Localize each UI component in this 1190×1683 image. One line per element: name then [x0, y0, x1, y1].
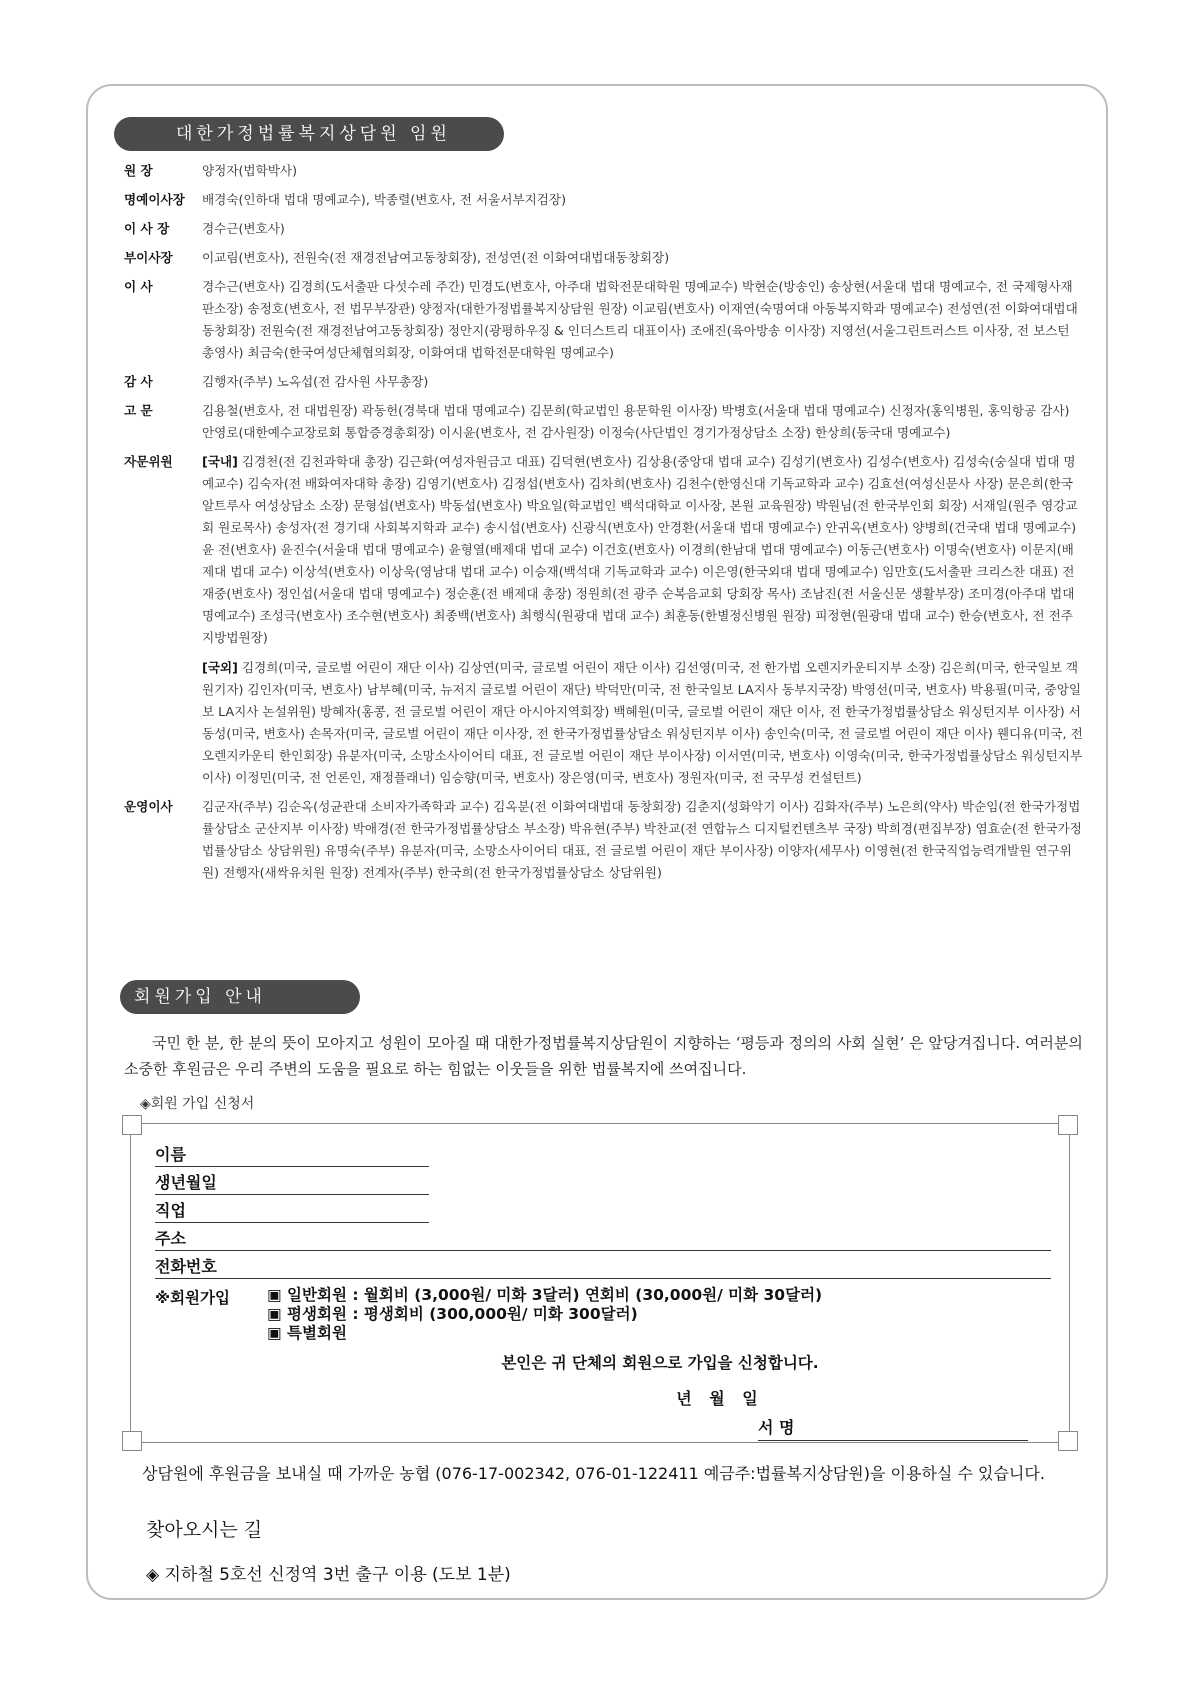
officer-role-row	[124, 796, 1084, 884]
membership-type-label: ※회원가입	[155, 1289, 230, 1307]
membership-intro: 국민 한 분, 한 분의 뜻이 모아지고 성원이 모아질 때 대한가정법률복지상담원이 지향하는 ‘평등과 정의의 사회 실현’ 은 앞당겨집니다. 여러분의 소중한 후원금은 우리 주변의 도움을 필요로 하는 힘없는 이웃들을 위한 법률복지에 쓰여집니다.	[124, 1034, 1083, 1078]
members-text: 김행자(주부) 노옥섭(전 감사원 사무총장)	[202, 374, 429, 389]
members-text: 김경천(전 김천과학대 총장) 김근화(여성자원금고 대표) 김덕현(변호사) 김상용(중앙대 법대 교수) 김성기(변호사) 김성수(변호사) 김성숙(숭실대 법대 명예교수) 김숙자(전 배화여자대학 총장) 김영기(변호사) 김정섭(변호사) 김차희(변호사) 김천수(한영신대 기독교학과 교수) 김효선(여성신문사 사장) 문은희(한국 알트루사 여성상담소 소장) 문형섭(변호사) 박동섭(변호사) 박요일(학교법인 백석대학교 이사장, 본원 교육원장) 박원님(전 한국부인회 회장) 서재일(원주 영강교회 원로목사) 송성자(전 경기대 사회복지학과 교수) 송시섭(변호사) 신광식(변호사) 안경환(서울대 법대 명예교수) 안귀옥(변호사) 양병희(건국대 법대 명예교수) 윤 전(변호사) 윤진수(서울대 법대 명예교수) 윤형열(배제대 법대 교수) 이건호(변호사) 이경희(한남대 법대 명예교수) 이동근(변호사) 이명숙(변호사) 이문지(배제대 법대 교수) 이상석(변호사) 이상욱(영남대 법대 교수) 이승재(백석대 기독교학과 교수) 이은영(한국외대 법대 명예교수) 임만호(도서출판 크리스찬 대표) 전재중(변호사) 정인섭(서울대 법대 명예교수) 정순훈(전 배제대 총장) 정원희(전 광주 순복음교회 당회장 목사) 조남진(전 서울신문 생활부장) 조미경(아주대 법대 명예교수) 조성극(변호사) 조수현(변호사) 최종백(변호사) 최행식(원광대 법대 교수) 최훈동(한별정신병원 원장) 피정현(원광대 법대 교수) 한승(변호사, 전 전주지방법원장)	[202, 454, 1078, 645]
officer-role-row	[124, 276, 1084, 364]
birthdate-field[interactable]: 생년월일	[155, 1166, 429, 1195]
role-members	[202, 189, 1084, 211]
overseas-label: [국외]	[202, 660, 238, 675]
role-title: 이 사	[124, 279, 153, 294]
officer-role-row	[124, 189, 1084, 211]
role-members	[202, 247, 1084, 269]
role-title: 감 사	[124, 374, 153, 389]
officer-role-row	[124, 400, 1084, 444]
form-caption: ◈회원 가입 신청서	[140, 1096, 255, 1112]
role-members	[202, 796, 1084, 884]
role-title: 원 장	[124, 163, 153, 178]
domestic-label: [국내]	[202, 454, 238, 469]
address-field[interactable]: 주소	[155, 1222, 1051, 1251]
corner-ornament	[122, 1115, 142, 1135]
members-text: 배경숙(인하대 법대 명예교수), 박종렬(변호사, 전 서울서부지검장)	[202, 192, 566, 207]
phone-field[interactable]: 전화번호	[155, 1250, 1051, 1279]
members-text: 이교림(변호사), 전원숙(전 재경전남여고동창회장), 전성연(전 이화여대법대동창회장)	[202, 250, 670, 265]
membership-option-regular[interactable]: ▣ 일반회원 : 월회비 (3,000원/ 미화 3달러) 연회비 (30,000원/ 미화 30달러)	[267, 1286, 967, 1305]
members-text: 김군자(주부) 김순옥(성균관대 소비자가족학과 교수) 김옥분(전 이화여대법대 동창회장) 김춘지(성화악기 이사) 김화자(주부) 노은희(약사) 박순임(전 한국가정법률상담소 군산지부 이사장) 박애경(전 한국가정법률상담소 부소장) 박유현(주부) 박찬교(전 연합뉴스 디지털컨텐츠부 국장) 박희경(편집부장) 염효순(전 한국가정법률상담소 상담위원) 유명숙(주부) 유분자(미국, 소망소사이어티 대표, 전 글로벌 어린이 재단 부이사장) 이양자(세무사) 이영현(전 한국직업능력개발원 연구위원) 전행자(새싹유치원 원장) 전계자(주부) 한국희(전 한국가정법률상담소 상담위원)	[202, 799, 1082, 880]
date-line[interactable]: 년 월 일	[676, 1389, 764, 1408]
role-title: 자문위원	[124, 454, 173, 469]
role-members	[202, 371, 1084, 393]
role-members	[202, 276, 1084, 364]
officer-role-row	[124, 160, 1084, 182]
members-text: 양정자(법학박사)	[202, 163, 297, 178]
corner-ornament	[1058, 1115, 1078, 1135]
role-members	[202, 160, 1084, 182]
role-members	[202, 400, 1084, 444]
membership-option-lifetime[interactable]: ▣ 평생회원 : 평생회비 (300,000원/ 미화 300달러)	[267, 1305, 967, 1324]
members-text: 경수근(변호사)	[202, 221, 285, 236]
role-title: 부이사장	[124, 250, 173, 265]
members-text: 김용철(변호사, 전 대법원장) 곽동헌(경북대 법대 명예교수) 김문희(학교법인 용문학원 이사장) 박병호(서울대 법대 명예교수) 신정자(홍익병원, 홍익항공 감사) 안영로(대한예수교장로회 통합증경총회장) 이시윤(변호사, 전 감사원장) 이정숙(사단법인 경기가정상담소 소장) 한상희(동국대 명예교수)	[202, 403, 1070, 440]
pledge-statement: 본인은 귀 단체의 회원으로 가입을 신청합니다.	[501, 1354, 819, 1372]
officers-heading: 대한가정법률복지상담원 임원	[114, 117, 504, 151]
directions-subway: ◈ 지하철 5호선 신정역 3번 출구 이용 (도보 1분)	[146, 1565, 511, 1585]
signature-field[interactable]: 서 명	[758, 1416, 1028, 1441]
name-field[interactable]: 이름	[155, 1138, 429, 1167]
role-members	[202, 218, 1084, 240]
application-form	[130, 1123, 1070, 1443]
officers-list	[124, 160, 1084, 891]
role-title: 명예이사장	[124, 192, 185, 207]
officer-role-row	[124, 451, 1084, 789]
donation-note: 상담원에 후원금을 보내실 때 가까운 농협 (076-17-002342, 076-01-122411 예금주:법률복지상담원)을 이용하실 수 있습니다.	[142, 1464, 1045, 1483]
officer-role-row	[124, 247, 1084, 269]
members-text: 김경희(미국, 글로벌 어린이 재단 이사) 김상연(미국, 글로벌 어린이 재단 이사) 김선영(미국, 전 한가법 오렌지카운티지부 소장) 김은희(미국, 한국일보 객원기자) 김인자(미국, 변호사) 남부혜(미국, 뉴저지 글로벌 어린이 재단) 박덕만(미국, 전 한국일보 LA지사 동부지국장) 박영선(미국, 변호사) 박용필(미국, 중앙일보 LA지사 논설위원) 방혜자(홍콩, 전 글로벌 어린이 재단 아시아지역회장) 백혜원(미국, 글로벌 어린이 재단 이사, 전 한국가정법률상담소 워싱턴지부 이사장) 서동성(미국, 변호사) 손목자(미국, 글로벌 어린이 재단 이사장, 전 한국가정법률상담소 워싱턴지부 이사) 송인숙(미국, 전 글로벌 어린이 재단 이사) 웬디유(미국, 전 오렌지카운티 한인회장) 유분자(미국, 소망소사이어티 대표, 전 글로벌 어린이 재단 부이사장) 이서연(미국, 변호사) 이영숙(미국, 한국가정법률상담소 워싱턴지부 이사) 이정민(미국, 전 언론인, 재정플래너) 임승향(미국, 변호사) 장은영(미국, 변호사) 정원자(미국, 전 국무성 컨설턴트)	[202, 660, 1083, 785]
role-title: 이 사 장	[124, 221, 170, 236]
corner-ornament	[1058, 1431, 1078, 1451]
directions-title: 찾아오시는 길	[146, 1519, 263, 1541]
role-title: 고 문	[124, 403, 153, 418]
membership-heading: 회원가입 안내	[120, 980, 360, 1014]
officer-role-row	[124, 218, 1084, 240]
role-members	[202, 451, 1084, 789]
members-text: 경수근(변호사) 김경희(도서출판 다섯수레 주간) 민경도(변호사, 아주대 법학전문대학원 명예교수) 박현순(방송인) 송상현(서울대 법대 명예교수, 전 국제형사재판소장) 송정호(변호사, 전 법무부장관) 양정자(대한가정법률복지상담원 원장) 이교림(변호사) 이재연(숙명여대 아동복지학과 명예교수) 전성연(전 이화여대법대동창회장) 전원숙(전 재경전남여고동창회장) 정안지(광평하우징 & 인더스트리 대표이사) 조애진(육아방송 이사장) 지영선(서울그린트러스트 이사장, 전 보스턴 총영사) 최금숙(한국여성단체협의회장, 이화여대 법학전문대학원 명예교수)	[202, 279, 1078, 360]
occupation-field[interactable]: 직업	[155, 1194, 429, 1223]
corner-ornament	[122, 1431, 142, 1451]
membership-option-special[interactable]: ▣ 특별회원	[267, 1324, 967, 1343]
officer-role-row	[124, 371, 1084, 393]
role-title: 운영이사	[124, 799, 173, 814]
